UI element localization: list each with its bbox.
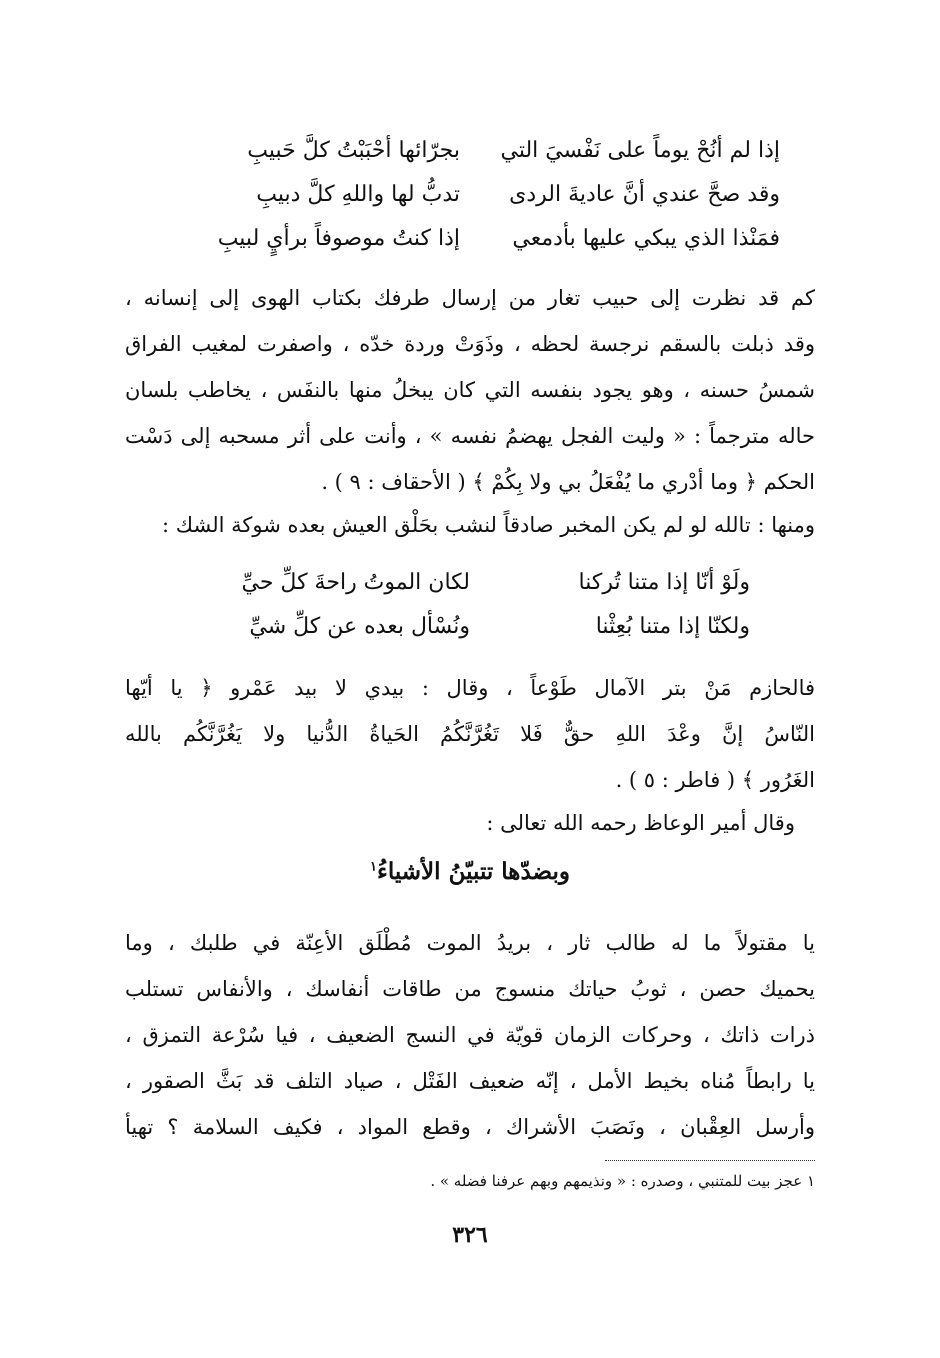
text-line: شمسُ حسنه ، وهو يجود بنفسه التي كان يبخلُ منها بالنفَس ، يخاطب بلسان: [125, 378, 815, 402]
paragraph-5: [125, 920, 815, 1150]
footnote: ١ عجز بيت للمتنبي ، وصدره : « ونذيمهم وبهم عرفنا فضله » .: [430, 1172, 815, 1190]
text-line: كم قد نظرت إلى حبيب تغار من إرسال طرفك بكتاب الهوى إلى إنسانه ،: [125, 286, 815, 310]
verse-second-hemistich: بجرّائها أحْبَبْتُ كلَّ حَبيبِ: [247, 137, 460, 163]
page-number: ٣٢٦: [452, 1222, 488, 1248]
verse-first-hemistich: ولَوْ أنّا إذا متنا تُركنا: [578, 569, 750, 595]
verse-row: [160, 216, 780, 260]
footnote-separator: [605, 1160, 815, 1161]
text-line: يا مقتولاً ما له طالب ثار ، بريدُ الموت مُطْلَق الأعِنّة في طلبك ، وما: [125, 931, 815, 955]
paragraph-3: [125, 665, 815, 843]
text-line: وأرسل العِقْبان ، ونَصَبَ الأشراك ، وقطع المواد ، فكيف السلامة ؟ تهيأ: [125, 1115, 815, 1139]
verse-second-hemistich: لكان الموتُ راحةَ كلِّ حيِّ: [241, 569, 470, 595]
verse-row: [180, 604, 750, 648]
text-line: الحكم ﴿ وما أدْري ما يُفْعَلُ بي ولا بِكُمْ ﴾ ( الأحقاف : ٩ ) .: [321, 470, 815, 494]
verse-first-hemistich: فمَنْذا الذي يبكي عليها بأدمعي: [512, 225, 780, 251]
text-line: حاله مترجماً : « وليت الفجل يهضمُ نفسه » ، وأنت على أثر مسحبه إلى دَسْت: [125, 424, 815, 448]
text-line: يحميك حصن ، ثوبُ حياتك منسوج من طاقات أنفاسك ، والأنفاس تستلب: [125, 977, 815, 1001]
verse-first-hemistich: وقد صحَّ عندي أنَّ عاديةَ الردى: [509, 181, 780, 207]
text-line: ذرات ذاتك ، وحركات الزمان قويّة في النسج الضعيف ، فيا سُرْعة التمزق ،: [125, 1023, 815, 1047]
text-line: النّاسُ إنَّ وعْدَ اللهِ حقٌّ فَلا تَغُرَّنَّكُمُ الحَياةُ الدُّنيا ولا يَغُرَّنَّكُم بالله: [125, 722, 815, 746]
text-line: فالحازم مَنْ بتر الآمال طَوْعاً ، وقال : بيدي لا بيد عَمْرو ﴿ يا أيّها: [125, 676, 815, 700]
paragraph-4: وقال أمير الوعاظ رحمه الله تعالى :: [486, 811, 795, 835]
text-line: يا رابطاً مُناه بخيط الأمل ، إنّه ضعيف الفَتْل ، صياد التلف قد بَثَّ الصقور ،: [125, 1069, 815, 1093]
section-heading: [0, 858, 940, 885]
verse-second-hemistich: ونُسْأل بعده عن كلِّ شيِّ: [249, 613, 470, 639]
text-line: وقد ذبلت بالسقم نرجسة لحظه ، وذَوَتْ وردة خدّه ، واصفرت لمغيب الفراق: [125, 332, 815, 356]
paragraph-2: ومنها : تالله لو لم يكن المخبر صادقاً لنشب بحَلْق العيش بعده شوكة الشك :: [162, 513, 815, 537]
paragraph-1: [125, 275, 815, 545]
verse-row: [160, 172, 780, 216]
verse-first-hemistich: ولكنّا إذا متنا بُعِثْنا: [595, 613, 750, 639]
verse-row: [180, 560, 750, 604]
verse-second-hemistich: إذا كنتُ موصوفاً برأيٍ لبيبِ: [217, 225, 460, 251]
verse-first-hemistich: إذا لم أنُحْ يوماً على نَفْسيَ التي: [500, 137, 780, 163]
text-line: الغَرُور ﴾ ( فاطر : ٥ ) .: [615, 768, 815, 792]
poem-block-1: [160, 128, 780, 260]
footnote-marker: ١: [370, 859, 378, 875]
verse-row: [160, 128, 780, 172]
poem-block-2: [180, 560, 750, 648]
heading-text: وبضدّها تتبيّنُ الأشياءُ: [377, 858, 570, 885]
verse-second-hemistich: تدبُّ لها واللهِ كلَّ دبيبِ: [256, 181, 460, 207]
